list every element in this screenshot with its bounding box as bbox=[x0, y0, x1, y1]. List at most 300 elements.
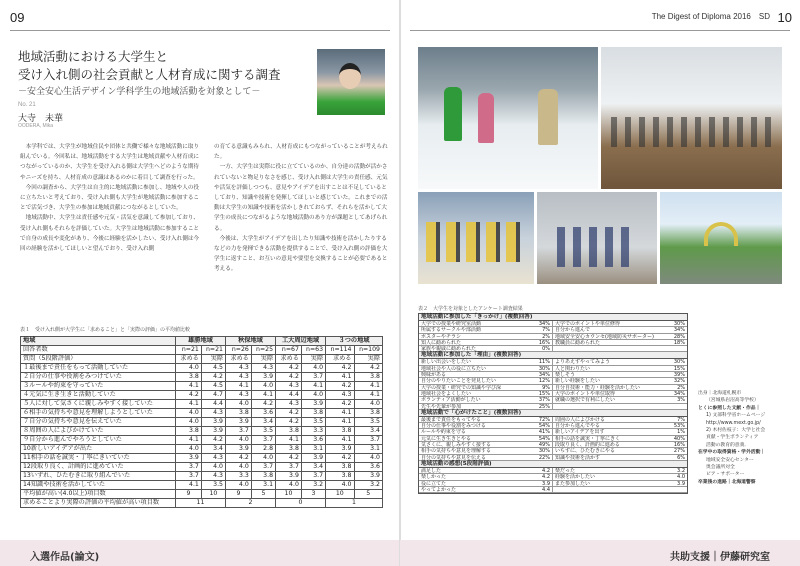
body-column-1 bbox=[20, 142, 204, 254]
table1-cell: 10 bbox=[276, 490, 302, 499]
table2-item-label: 自分から進んで bbox=[555, 327, 591, 333]
table1-cell: 4.1 bbox=[354, 382, 383, 391]
entry-number: No. 21 bbox=[18, 102, 36, 108]
table2-item-value: 18% bbox=[673, 339, 685, 346]
table2-item-label: 元気に生き生きとやる bbox=[421, 435, 472, 442]
author-profile bbox=[698, 390, 796, 486]
table1-cell: 3.9 bbox=[226, 418, 252, 427]
table1-cell: 4.3 bbox=[251, 364, 275, 373]
table2-item-value: 34% bbox=[673, 390, 685, 397]
table-row bbox=[21, 436, 383, 445]
table1-cell: 3.7 bbox=[354, 436, 383, 445]
body-column-2 bbox=[214, 142, 392, 275]
table1-row-label: ４元気に生き生きと活動していた bbox=[21, 391, 176, 400]
table1-cell: 3.7 bbox=[175, 472, 201, 481]
table2-item-value: 3.9 bbox=[677, 480, 685, 486]
running-title: The Digest of Diploma 2016 SD bbox=[651, 12, 770, 21]
table1-cell: 4.1 bbox=[276, 436, 302, 445]
footer-lab: 共助支援｜伊藤研究室 bbox=[670, 552, 770, 563]
table1-corner: 地域 bbox=[21, 337, 176, 346]
table1-cell: 3.8 bbox=[226, 409, 252, 418]
profile-line: とくに参照した文献・作品｜ bbox=[698, 405, 761, 411]
table2-item-value bbox=[667, 346, 687, 351]
table2-item-value: 9% bbox=[533, 385, 553, 390]
table1-row-label: 14知識や技術を活かしていた bbox=[21, 481, 176, 490]
table2-item-label: 就職の選択で有利にしたい bbox=[555, 397, 616, 403]
table1-cell: 4.3 bbox=[226, 364, 252, 373]
table1-header-row bbox=[21, 337, 383, 346]
table1-row-label: 13いずれ、ひたむきに取り組んでいた bbox=[21, 472, 176, 481]
table2-item-label: 大学の授業・研究での知識や学び深 bbox=[421, 384, 502, 390]
table1-group-header: 秋保地域 bbox=[226, 337, 276, 346]
table1-cell: n=26 bbox=[226, 346, 252, 355]
right-page bbox=[400, 0, 800, 566]
table1-cell: 3.9 bbox=[301, 454, 325, 463]
table2-item-label: 満足した bbox=[421, 467, 442, 474]
table1-cell: 5 bbox=[251, 490, 275, 499]
table2-item-value: 12% bbox=[533, 378, 553, 383]
table1-cell: 4.1 bbox=[326, 373, 354, 382]
table1-row-label: 10新しいアイデアが出た bbox=[21, 445, 176, 454]
table2-item-value: 25% bbox=[533, 404, 553, 409]
table2-item-label: 役に立てた bbox=[421, 480, 447, 486]
table1-cell: 10 bbox=[326, 490, 354, 499]
table1-cell: n=25 bbox=[251, 346, 275, 355]
table2-item-value: 3.9 bbox=[533, 481, 553, 486]
table1-subhead: 実際 bbox=[201, 355, 225, 364]
table2-section-title: 地域活動に参加した「理由」(複数回答) bbox=[419, 352, 687, 359]
left-page-number: 09 bbox=[10, 10, 25, 25]
table1-cell: 3.7 bbox=[251, 436, 275, 445]
table1-cell: 4.1 bbox=[175, 382, 201, 391]
table1-cell: 3.8 bbox=[175, 373, 201, 382]
table1-cell: 4.1 bbox=[326, 436, 354, 445]
table1-cell: 4.0 bbox=[201, 463, 225, 472]
table2-item-label: 自分の気持ちや意見を伝える bbox=[421, 454, 487, 460]
table1-cell: 4.2 bbox=[276, 364, 302, 373]
profile-line: 在学中の取得資格・学外活動｜ bbox=[698, 450, 766, 456]
table2-item-value: 3.2 bbox=[677, 467, 685, 474]
table2-item-label: 周囲の人によびかける bbox=[555, 416, 606, 423]
table1-cell: 4.5 bbox=[201, 364, 225, 373]
table1-cell: 4.1 bbox=[175, 436, 201, 445]
table2-item-label: 地域社会や人の役に立ちたい bbox=[421, 365, 487, 372]
table1-cell: 3.5 bbox=[354, 418, 383, 427]
table1-cell: 4.0 bbox=[251, 382, 275, 391]
table2-item-label: 所属するサークルや部活動 bbox=[421, 327, 481, 333]
paragraph: 今回の調査から、大学生は自主的に地域活動に参加し、地域や人の役に立ちたいと考えており、受け入れ側も大学生が地域活動に参加することで活気づき、大学生の参加は地域貢献につながるとしていた。 bbox=[20, 184, 200, 212]
table1-cell: 3.8 bbox=[354, 409, 383, 418]
table2-item-value: 0% bbox=[533, 346, 553, 351]
table2-item-label: 知人に勧められた bbox=[421, 339, 462, 346]
table2-item-label: 大学のポイントや単位取得 bbox=[555, 390, 616, 397]
table1-cell: 3.8 bbox=[276, 427, 302, 436]
indoor-figures bbox=[557, 227, 637, 267]
table1-cell: 4.1 bbox=[326, 418, 354, 427]
table1-row-label: ７自分の気持ちや意見を伝えていた bbox=[21, 418, 176, 427]
table1-group-header: 雄勝地域 bbox=[175, 337, 225, 346]
table1-cell: 4.0 bbox=[175, 364, 201, 373]
table1-cell: 4.0 bbox=[251, 454, 275, 463]
table2-item-label: また参加したい bbox=[555, 480, 591, 486]
table1-cell: 4.0 bbox=[175, 409, 201, 418]
table1-cell: 3.5 bbox=[201, 481, 225, 490]
table1-row-label: ２自分の仕事や役割をみつけていた bbox=[21, 373, 176, 382]
paragraph: 本学科では、大学生が地域住民や団体と共働で様々な地域活動に取り組んでいる。今回私は、地域活動をする大学生は地域貢献や人材育成につながっているのか、大学生を受け入れる側は大学生へどのような期待やニーズを持ち、人材育成の意識はあるのかに着目して調査を行った。 bbox=[20, 144, 200, 181]
table1-cell: 3.7 bbox=[226, 427, 252, 436]
table1-cell: 4.3 bbox=[276, 382, 302, 391]
table1-cell: 4.0 bbox=[354, 454, 383, 463]
table1-cell: 5 bbox=[354, 490, 383, 499]
profile-line: 卒業後の進路｜北海道警察 bbox=[698, 479, 756, 485]
portrait-face bbox=[339, 63, 361, 89]
table1-cell: 4.7 bbox=[201, 391, 225, 400]
table-row bbox=[21, 454, 383, 463]
table1-cell: n=21 bbox=[201, 346, 225, 355]
table2-item-label: ルールや約束を守る bbox=[421, 429, 466, 435]
table1-cell: 4.2 bbox=[354, 364, 383, 373]
author-name: 大寺 未華 bbox=[18, 114, 64, 124]
table-row bbox=[419, 487, 687, 493]
table2-item-value: 37% bbox=[533, 397, 553, 402]
table2-item-value: 6% bbox=[677, 454, 685, 460]
table-row bbox=[21, 445, 383, 454]
table1-cell: 3.3 bbox=[226, 472, 252, 481]
table2-item-value: 27% bbox=[673, 448, 685, 454]
table2-item-value: 30% bbox=[533, 448, 553, 453]
table2-item-value: 22% bbox=[533, 455, 553, 460]
table2-item-label: 相手の話を誠実・丁寧にきく bbox=[555, 435, 621, 442]
crowd-figures bbox=[611, 117, 771, 147]
table1-cell: 4.2 bbox=[276, 409, 302, 418]
header-rule bbox=[10, 30, 390, 31]
table2-item-label: やってよかった bbox=[421, 486, 457, 493]
table1-subhead-row bbox=[21, 355, 383, 364]
group-figures bbox=[426, 222, 526, 262]
table2-item-label: 人と関わりたい bbox=[555, 365, 591, 372]
title-line-1: 地域活動における大学生と bbox=[18, 49, 169, 64]
table2-item-value: 41% bbox=[533, 429, 553, 434]
table2-item-value: 2% bbox=[677, 384, 685, 390]
table2-item-value: 15% bbox=[673, 365, 685, 372]
table2-item-label: 大学でのポイントや単位修得 bbox=[555, 321, 621, 327]
table2-item-label: 段取り良く、計画的に進める bbox=[555, 442, 620, 448]
table1-cell: 4.4 bbox=[276, 391, 302, 400]
table1-cell: 4.0 bbox=[326, 481, 354, 490]
table2-item-value bbox=[667, 404, 687, 409]
table1-cell: 3.8 bbox=[301, 409, 325, 418]
table1-cell: 4.2 bbox=[175, 391, 201, 400]
table1-cell: 3.8 bbox=[326, 463, 354, 472]
arch-structure bbox=[704, 222, 738, 246]
table1-cell: 3.8 bbox=[175, 427, 201, 436]
table2-item-value: 34% bbox=[673, 327, 685, 333]
table2-item-label: 自分から進んでやる bbox=[555, 423, 601, 429]
table1-cell: 4.2 bbox=[251, 400, 275, 409]
table2-item-value: 4.2 bbox=[533, 468, 553, 473]
table1-cell: 3.6 bbox=[354, 463, 383, 472]
author-portrait-photo bbox=[317, 49, 385, 115]
table1-cell: 4.2 bbox=[201, 436, 225, 445]
table2-item-value: 30% bbox=[673, 359, 685, 365]
table2-item-value: 11% bbox=[533, 359, 553, 364]
table2-item-label: 新しいアイデアを出す bbox=[555, 429, 605, 435]
table-row bbox=[21, 409, 383, 418]
table2-item-value: 15% bbox=[533, 391, 553, 396]
table1-row-label: 質問（5段階評価） bbox=[21, 355, 176, 364]
table2-item-value: 32% bbox=[673, 378, 685, 384]
table2-item-value: 28% bbox=[673, 333, 685, 339]
table2-item-value: 34% bbox=[533, 372, 553, 377]
table2-item-label: 楽しそう bbox=[555, 372, 576, 378]
table2-item-label: 最後まで責任をもってやる bbox=[421, 416, 482, 423]
table1-cell: 3.9 bbox=[301, 400, 325, 409]
table1-cell: n=63 bbox=[301, 346, 325, 355]
profile-line: 活動の教育的意義． bbox=[706, 442, 750, 448]
table1-row-label: ５人に対して気さくに親しみやすく接していた bbox=[21, 400, 176, 409]
table-row bbox=[21, 418, 383, 427]
table2-item-label: 大学での授業や研究室活動 bbox=[421, 321, 482, 327]
paragraph: 今後は、大学生がアイデアを出したり知識や技術を活かしたりするなどの力を発揮できる活動を提供することで、受け入れ側の評価を大学生に返すこと、お互いの意見や要望を交換することが必要であると考える。 bbox=[214, 235, 388, 273]
table1-caption: 表１ 受け入れ側が大学生に「求めること」と「実際の評価」の平均値比較 bbox=[20, 327, 191, 333]
table1-subhead: 実際 bbox=[354, 355, 383, 364]
table2-item-label: 地域安全安心カウンセ(地域防災サポーター) bbox=[555, 333, 654, 339]
table2-item-label: 新しい出会いをしたい bbox=[421, 359, 472, 365]
table1-cell: 3.2 bbox=[301, 481, 325, 490]
table1-cell: 3.9 bbox=[201, 418, 225, 427]
table1-row-label: ８周囲の人によびかけていた bbox=[21, 427, 176, 436]
table2-item-label: 興味がある bbox=[421, 372, 447, 378]
right-page-number: 10 bbox=[777, 10, 792, 25]
table2-caption: 表２ 大学生を対象としたアンケート調査結果 bbox=[418, 306, 523, 312]
profile-line: http://www.mext.go.jp/ bbox=[706, 420, 761, 426]
table2-item-value: 4.2 bbox=[533, 474, 553, 479]
table-row bbox=[21, 382, 383, 391]
table-row bbox=[21, 373, 383, 382]
table1 bbox=[20, 336, 383, 508]
table1-cell: n=109 bbox=[354, 346, 383, 355]
table-row bbox=[21, 391, 383, 400]
table1-cell: 4.2 bbox=[326, 400, 354, 409]
table1-row-label: 求めることより実際の評価の平均値が高い項目数 bbox=[21, 499, 176, 508]
table2-item-value: 54% bbox=[533, 436, 553, 441]
table1-summary-row bbox=[21, 499, 383, 508]
table1-cell: 2 bbox=[226, 499, 276, 508]
table2-item-value: 16% bbox=[533, 340, 553, 345]
profile-line: 地域安全安心センター bbox=[706, 457, 754, 463]
profile-line: 2) 木村佐枝子：大学と社会 bbox=[706, 428, 766, 434]
profile-line: ピア・サポーター bbox=[706, 472, 745, 478]
table1-group-header: 工大周辺地域 bbox=[276, 337, 326, 346]
table2-item-label: 経験を活かしたい bbox=[555, 474, 596, 480]
table1-cell: 4.0 bbox=[226, 481, 252, 490]
table1-cell: 4.3 bbox=[326, 391, 354, 400]
person-figure bbox=[538, 89, 558, 145]
table1-cell: 9 bbox=[226, 490, 252, 499]
table1-cell: 3.9 bbox=[276, 472, 302, 481]
table-row bbox=[21, 427, 383, 436]
table1-cell: 4.0 bbox=[226, 436, 252, 445]
table1-cell: 4.1 bbox=[175, 481, 201, 490]
table1-cell: 4.3 bbox=[201, 409, 225, 418]
table-row bbox=[21, 481, 383, 490]
table2-item-label: 気さくに、親しみやすく接する bbox=[421, 442, 492, 448]
table1-cell: 3.3 bbox=[301, 427, 325, 436]
table1-subhead: 求める bbox=[175, 355, 201, 364]
table1-row-label: 12段取り良く、計画的に進めていた bbox=[21, 463, 176, 472]
table1-cell: 3.6 bbox=[301, 436, 325, 445]
table1-cell: 3.7 bbox=[251, 463, 275, 472]
table2-item-label: 先生や先輩が参加 bbox=[421, 403, 462, 409]
table1-summary-row bbox=[21, 490, 383, 499]
table1-cell: 4.1 bbox=[354, 391, 383, 400]
paragraph: の育てる意識もみられ、人材育成にもつながっていることが考えられた。 bbox=[214, 144, 388, 161]
table1-cell: 3.4 bbox=[354, 427, 383, 436]
table1-cell: 3.9 bbox=[226, 445, 252, 454]
table2-item-value: 2% bbox=[533, 334, 553, 339]
table2-item-label: よりあえずやってみよう bbox=[555, 359, 611, 365]
table1-cell: 4.3 bbox=[226, 391, 252, 400]
table2 bbox=[418, 313, 688, 494]
table2-item-label: 自分自技術・能力・経験を活かしたい bbox=[555, 384, 641, 390]
table1-cell: 3.6 bbox=[251, 409, 275, 418]
profile-line: 貢献・学生ボランティア bbox=[706, 435, 759, 441]
photo-outdoor-park bbox=[660, 192, 782, 284]
table2-item-value: 34% bbox=[533, 321, 553, 326]
photo-gym-activity bbox=[601, 47, 782, 189]
table2-item-value: 30% bbox=[673, 321, 685, 327]
table1-cell: 3.2 bbox=[354, 481, 383, 490]
table1-row-label: ６相手の気持ちや意見を理解しようとしていた bbox=[21, 409, 176, 418]
table1-count-row bbox=[21, 346, 383, 355]
table2-item-label bbox=[553, 487, 667, 492]
table1-subhead: 求める bbox=[326, 355, 354, 364]
table1-cell: 3.9 bbox=[326, 445, 354, 454]
table1-cell: 3.8 bbox=[326, 472, 354, 481]
profile-line: 1) 文部科学省ホームページ bbox=[706, 413, 766, 419]
table1-cell: 3.9 bbox=[175, 454, 201, 463]
table1-cell: 3.7 bbox=[175, 463, 201, 472]
table1-cell: 4.2 bbox=[201, 373, 225, 382]
table1-cell: 4.2 bbox=[276, 454, 302, 463]
table2-item-label bbox=[553, 346, 667, 351]
table1-cell: 4.2 bbox=[326, 382, 354, 391]
table2-section-title: 地域活動の感想(5段階評価) bbox=[419, 461, 687, 468]
table2-item-value: 4.4 bbox=[533, 487, 553, 492]
table1-cell: 4.0 bbox=[301, 364, 325, 373]
article-title bbox=[18, 48, 318, 84]
table2-item-label: ポスターやチラシ bbox=[421, 333, 462, 339]
table1-cell: 3.8 bbox=[276, 445, 302, 454]
table2-item-value: 16% bbox=[673, 442, 685, 448]
table1-cell: 4.3 bbox=[201, 472, 225, 481]
table2-item-value bbox=[667, 487, 687, 492]
table1-cell: 3.8 bbox=[251, 472, 275, 481]
table1-cell: 4.3 bbox=[226, 373, 252, 382]
table-row bbox=[21, 463, 383, 472]
table1-cell: 4.0 bbox=[175, 445, 201, 454]
person-figure bbox=[444, 87, 462, 141]
table2-item-value: 39% bbox=[673, 372, 685, 378]
table2-item-label: いちずに、ひたむきにやる bbox=[555, 448, 616, 454]
table1-cell: 1 bbox=[326, 499, 383, 508]
table1-cell: 3.8 bbox=[354, 373, 383, 382]
profile-line: （宮城県岩沼高等学校） bbox=[706, 398, 759, 404]
table1-cell: 4.2 bbox=[276, 373, 302, 382]
table2-item-value: 3% bbox=[677, 397, 685, 403]
table1-cell: n=114 bbox=[326, 346, 354, 355]
table2-section-title: 地域活動に参加した「きっかけ」(複数回答) bbox=[419, 314, 687, 321]
table1-cell: 3.1 bbox=[251, 481, 275, 490]
table1-cell: 2.8 bbox=[251, 445, 275, 454]
table1-cell: 3.4 bbox=[201, 445, 225, 454]
table1-row-label: ３ルールや約束を守っていた bbox=[21, 382, 176, 391]
table1-group-header: ３つの地域 bbox=[326, 337, 383, 346]
table1-cell: 4.2 bbox=[326, 454, 354, 463]
table1-cell: 4.3 bbox=[276, 400, 302, 409]
table2-item-label: 教職員に勧められた bbox=[555, 339, 601, 346]
table2-item-label: 新しい経験をしたい bbox=[555, 378, 601, 384]
table1-row-label: １最後まで責任をもって活動していた bbox=[21, 364, 176, 373]
table1-cell: 4.1 bbox=[326, 409, 354, 418]
table1-cell: 4.3 bbox=[201, 454, 225, 463]
table2-item-label: 相手の気持ちや意見を理解する bbox=[421, 448, 492, 454]
table2-item-value: 40% bbox=[673, 435, 685, 442]
table2-item-value: 7% bbox=[533, 327, 553, 332]
photo-ski-activity bbox=[418, 47, 598, 189]
table1-cell: 3.9 bbox=[251, 373, 275, 382]
table-row bbox=[21, 364, 383, 373]
table1-row-label: 11相手の話を誠実・丁寧にきいていた bbox=[21, 454, 176, 463]
table1-cell: 3.4 bbox=[251, 418, 275, 427]
table1-subhead: 求める bbox=[276, 355, 302, 364]
article-subtitle: －安全安心生活デザイン学科学生の地域活動を対象として－ bbox=[18, 87, 261, 97]
header-rule bbox=[410, 30, 790, 31]
table1-cell: 3 bbox=[301, 490, 325, 499]
table1-cell: 3.8 bbox=[326, 427, 354, 436]
table1-cell: 4.0 bbox=[301, 391, 325, 400]
table2-item-value: 7% bbox=[677, 416, 685, 423]
table1-cell: 11 bbox=[175, 499, 225, 508]
table1-cell: 3.5 bbox=[301, 418, 325, 427]
table1-cell: 4.1 bbox=[301, 382, 325, 391]
table1-cell: 0 bbox=[276, 499, 326, 508]
table1-cell: 4.4 bbox=[201, 400, 225, 409]
table-row bbox=[21, 472, 383, 481]
table1-cell: 9 bbox=[175, 490, 201, 499]
table1-cell: 3.5 bbox=[251, 427, 275, 436]
table2-item-label: 家族や親戚に勧められた bbox=[421, 346, 477, 352]
table2-item-value: 72% bbox=[533, 417, 553, 422]
profile-line: 出身｜北海道札幌市 bbox=[698, 391, 742, 396]
paragraph: 一方、大学生は実際に役に立てているのか、自分達の活動が活かされていないと物足りなさを感じ、受け入れ側は大学生の責任感、元気や活気を評価しつつも、意見やアイデアを出すことは不足しているとしており、知識や技術を発揮してほしいと感じていた。これまでの活動は大学生の知識や技術を活かしきれておらず、それらを活かして大学生の成長につながるような地域活動のあり方が課題としてあげられる。 bbox=[214, 164, 388, 232]
table1-cell: 4.0 bbox=[226, 400, 252, 409]
table1-cell: 3.7 bbox=[301, 472, 325, 481]
table2-item-value: 49% bbox=[533, 442, 553, 447]
table1-row-label: 回答者数 bbox=[21, 346, 176, 355]
table1-cell: 3.7 bbox=[276, 463, 302, 472]
table1-cell: n=67 bbox=[276, 346, 302, 355]
photo-indoor-event bbox=[537, 192, 657, 284]
table1-cell: 4.2 bbox=[276, 418, 302, 427]
table2-item-label: 知識や技術を活かす bbox=[555, 454, 601, 460]
table2-item-label: 地域社会をよくしたい bbox=[421, 390, 472, 397]
paragraph: 地域活動中、大学生は責任感や元気・活気を意識して参加しており、受け入れ側もそれらを評価していた。大学生は地域活動に参加することで自身の成長や変化があり、今後に経験を活かしたい、受け入れ側は今回の経験を活かしてほしいと望んでおり、受け入れ側 bbox=[20, 215, 200, 253]
table1-cell: 4.1 bbox=[175, 400, 201, 409]
table1-cell: 3.9 bbox=[354, 472, 383, 481]
author-roman: OODERA, Mika bbox=[18, 123, 54, 129]
table2-item-value: 54% bbox=[533, 423, 553, 428]
